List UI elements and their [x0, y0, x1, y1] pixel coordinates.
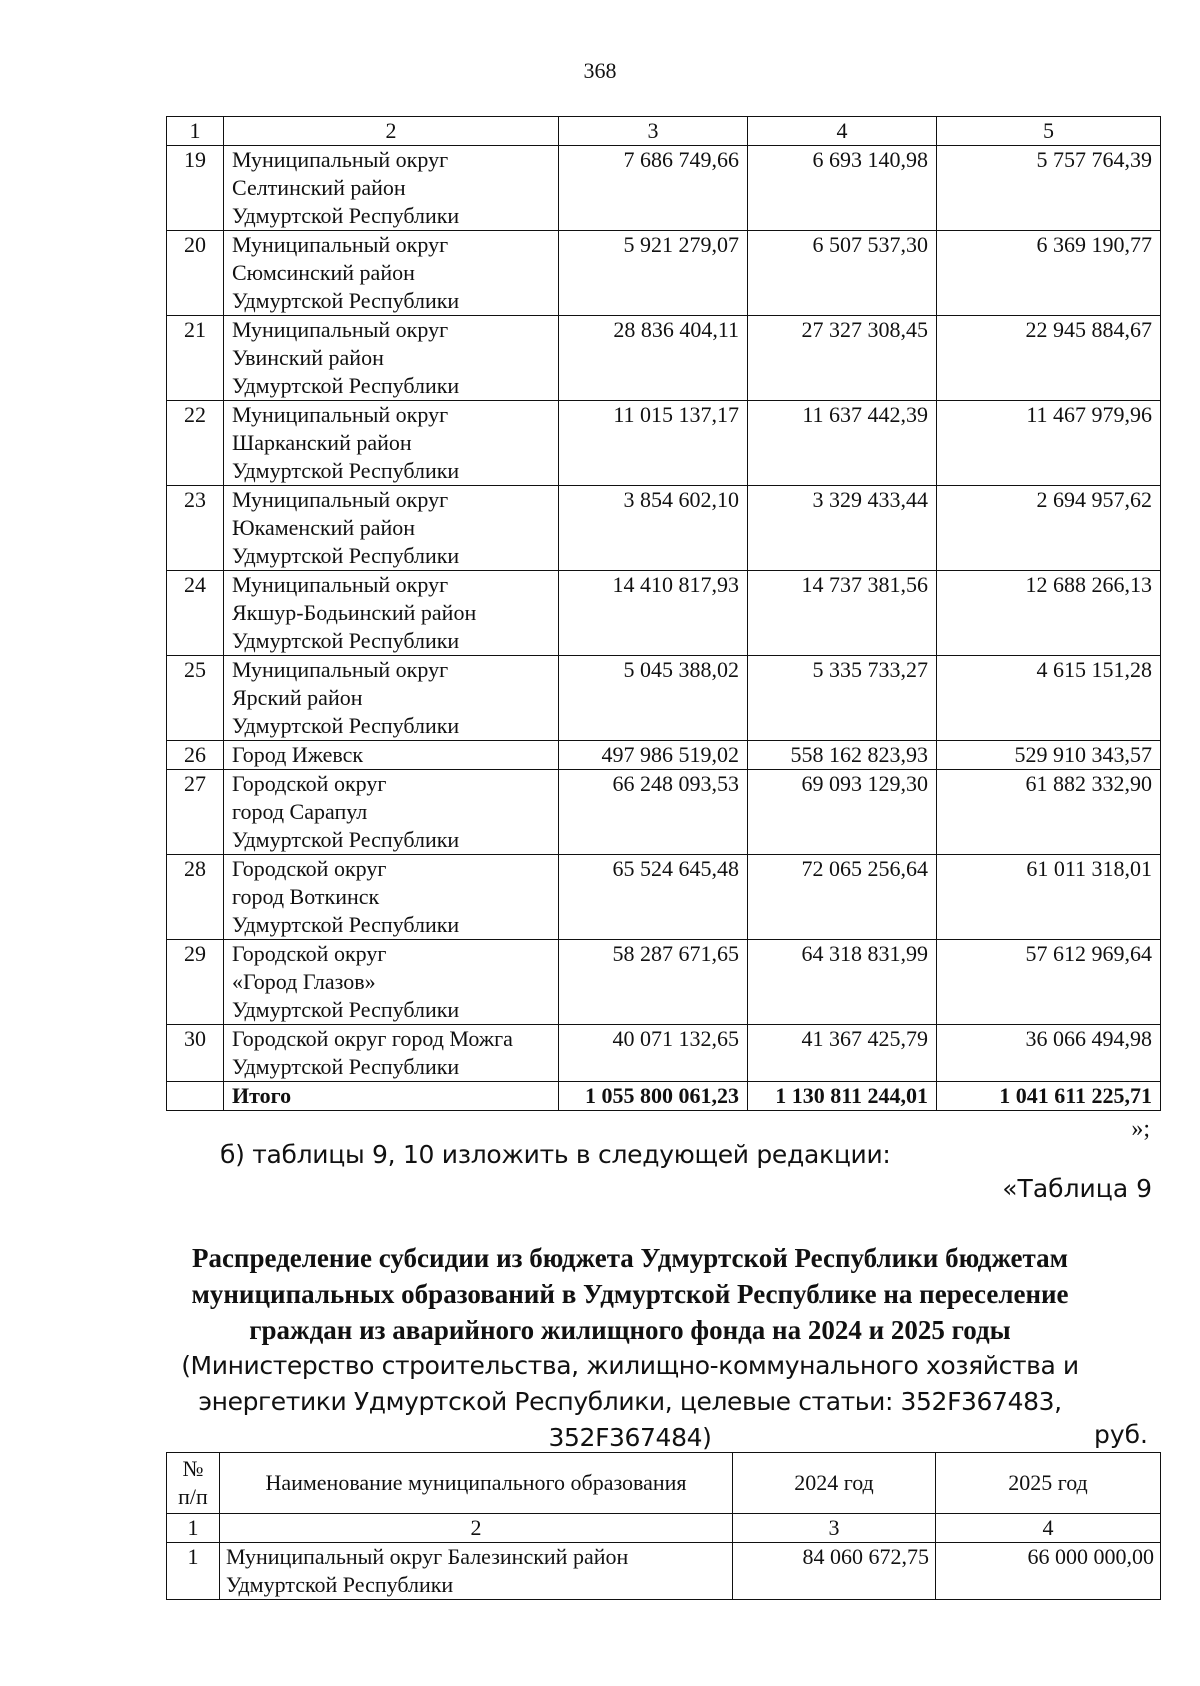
- table-row: [167, 656, 1161, 741]
- municipality-name-line: Удмуртской Республики: [232, 203, 460, 228]
- amount-col3: 40 071 132,65: [559, 1025, 748, 1082]
- heading-line: Распределение субсидии из бюджета Удмуртской Республики бюджетам: [191, 1243, 1069, 1273]
- table-row: [167, 231, 1161, 316]
- table-header-row: [167, 1453, 1161, 1514]
- column-index-1: 1: [167, 117, 224, 146]
- amount-col5: 529 910 343,57: [937, 741, 1161, 770]
- municipality-name-line: Удмуртской Республики: [232, 543, 460, 568]
- amount-col4: 11 637 442,39: [748, 401, 937, 486]
- row-number: 26: [167, 741, 224, 770]
- amount-col3: 28 836 404,11: [559, 316, 748, 401]
- amount-col5: 36 066 494,98: [937, 1025, 1161, 1082]
- table-label: «Таблица 9: [1002, 1174, 1152, 1203]
- budget-table-continued: [166, 116, 1161, 1111]
- total-col5: 1 041 611 225,71: [937, 1082, 1161, 1111]
- municipality-name-line: Муниципальный округ: [232, 402, 449, 427]
- municipality-name-line: Удмуртской Республики: [232, 628, 460, 653]
- municipality-name-line: Удмуртской Республики: [232, 827, 460, 852]
- row-number: 24: [167, 571, 224, 656]
- amount-col4: 5 335 733,27: [748, 656, 937, 741]
- header-number: № п/п: [167, 1453, 220, 1514]
- municipality-name: [224, 146, 559, 231]
- table-row: [167, 855, 1161, 940]
- municipality-name-line: Муниципальный округ: [232, 147, 449, 172]
- table-column-index-row: [167, 1514, 1161, 1543]
- table-row: [167, 146, 1161, 231]
- municipality-name-line: «Город Глазов»: [232, 969, 376, 994]
- municipality-name-line: Ярский район: [232, 685, 363, 710]
- municipality-name-line: Удмуртской Республики: [226, 1572, 454, 1597]
- municipality-name-line: Якшур-Бодьинский район: [232, 600, 477, 625]
- municipality-name: [224, 316, 559, 401]
- currency-unit: руб.: [1093, 1420, 1148, 1449]
- amount-col5: 12 688 266,13: [937, 571, 1161, 656]
- table-subheading: [140, 1348, 1120, 1456]
- municipality-name-line: Селтинский район: [232, 175, 406, 200]
- municipality-name-line: Сюмсинский район: [232, 260, 415, 285]
- table-row: [167, 741, 1161, 770]
- municipality-name-line: Городской округ: [232, 941, 387, 966]
- amount-col3: 7 686 749,66: [559, 146, 748, 231]
- municipality-name-line: Увинский район: [232, 345, 384, 370]
- amount-col5: 2 694 957,62: [937, 486, 1161, 571]
- row-number: 1: [167, 1543, 220, 1600]
- column-index-2: 2: [220, 1514, 733, 1543]
- municipality-name-line: Удмуртской Республики: [232, 713, 460, 738]
- amount-col4: 69 093 129,30: [748, 770, 937, 855]
- column-index-5: 5: [937, 117, 1161, 146]
- row-number: 19: [167, 146, 224, 231]
- municipality-name-line: город Сарапул: [232, 799, 368, 824]
- municipality-name-line: Муниципальный округ: [232, 572, 449, 597]
- amount-col5: 4 615 151,28: [937, 656, 1161, 741]
- total-col3: 1 055 800 061,23: [559, 1082, 748, 1111]
- row-number: 21: [167, 316, 224, 401]
- amount-col5: 22 945 884,67: [937, 316, 1161, 401]
- total-col4: 1 130 811 244,01: [748, 1082, 937, 1111]
- amount-col4: 64 318 831,99: [748, 940, 937, 1025]
- row-number: 22: [167, 401, 224, 486]
- amount-col4: 3 329 433,44: [748, 486, 937, 571]
- municipality-name: [224, 770, 559, 855]
- municipality-name: [224, 940, 559, 1025]
- column-index-3: 3: [559, 117, 748, 146]
- municipality-name: [224, 571, 559, 656]
- municipality-name-line: Город Ижевск: [232, 742, 364, 767]
- municipality-name: [224, 741, 559, 770]
- municipality-name-line: Удмуртской Республики: [232, 912, 460, 937]
- amount-col5: 61 011 318,01: [937, 855, 1161, 940]
- header-year-2024: 2024 год: [733, 1453, 936, 1514]
- amount-col3: 497 986 519,02: [559, 741, 748, 770]
- row-number: 27: [167, 770, 224, 855]
- row-number: 20: [167, 231, 224, 316]
- municipality-name: [224, 486, 559, 571]
- amount-col3: 65 524 645,48: [559, 855, 748, 940]
- subsidy-distribution-table: [166, 1452, 1161, 1600]
- amount-col4: 27 327 308,45: [748, 316, 937, 401]
- municipality-name: [224, 656, 559, 741]
- table-heading: [150, 1240, 1110, 1348]
- column-index-4: 4: [748, 117, 937, 146]
- municipality-name-line: Шарканский район: [232, 430, 412, 455]
- total-row: [167, 1082, 1161, 1111]
- municipality-name-line: Городской округ: [232, 771, 387, 796]
- amount-col4: 6 507 537,30: [748, 231, 937, 316]
- municipality-name-line: Удмуртской Республики: [232, 1054, 460, 1079]
- municipality-name: [224, 855, 559, 940]
- column-index-3: 3: [733, 1514, 936, 1543]
- amount-col3: 3 854 602,10: [559, 486, 748, 571]
- municipality-name: [224, 401, 559, 486]
- amount-col3: 14 410 817,93: [559, 571, 748, 656]
- amount-col5: 11 467 979,96: [937, 401, 1161, 486]
- subheading-line: энергетики Удмуртской Республики, целевые статьи: 352F367483, 352F367484): [198, 1387, 1062, 1452]
- amount-col5: 5 757 764,39: [937, 146, 1161, 231]
- amount-col3: 58 287 671,65: [559, 940, 748, 1025]
- municipality-name-line: Юкаменский район: [232, 515, 416, 540]
- subheading-line: (Министерство строительства, жилищно-коммунального хозяйства и: [181, 1351, 1079, 1380]
- table-row: [167, 486, 1161, 571]
- amount-col4: 41 367 425,79: [748, 1025, 937, 1082]
- table-row: [167, 316, 1161, 401]
- amount-col4: 6 693 140,98: [748, 146, 937, 231]
- municipality-name-line: город Воткинск: [232, 884, 380, 909]
- municipality-name: [224, 1025, 559, 1082]
- total-label: Итого: [224, 1082, 559, 1111]
- page-number: 368: [583, 58, 617, 83]
- amount-col4: 558 162 823,93: [748, 741, 937, 770]
- amendment-instruction: б) таблицы 9, 10 изложить в следующей редакции:: [220, 1140, 891, 1169]
- municipality-name-line: Удмуртской Республики: [232, 458, 460, 483]
- municipality-name-line: Муниципальный округ: [232, 657, 449, 682]
- header-year-2025: 2025 год: [936, 1453, 1161, 1514]
- amount-col4: 14 737 381,56: [748, 571, 937, 656]
- municipality-name-line: Муниципальный округ: [232, 487, 449, 512]
- municipality-name-line: Муниципальный округ: [232, 317, 449, 342]
- table-row: [167, 1543, 1161, 1600]
- heading-line: муниципальных образований в Удмуртской Республике на переселение: [191, 1279, 1069, 1309]
- table-column-index-row: [167, 117, 1161, 146]
- amount-col5: 6 369 190,77: [937, 231, 1161, 316]
- amount-2025: 66 000 000,00: [936, 1543, 1161, 1600]
- amount-col5: 61 882 332,90: [937, 770, 1161, 855]
- column-index-2: 2: [224, 117, 559, 146]
- header-municipality: Наименование муниципального образования: [220, 1453, 733, 1514]
- municipality-name-line: Городской округ: [232, 856, 387, 881]
- municipality-name-line: Удмуртской Республики: [232, 288, 460, 313]
- row-number: 28: [167, 855, 224, 940]
- column-index-4: 4: [936, 1514, 1161, 1543]
- row-number: 29: [167, 940, 224, 1025]
- municipality-name-line: Удмуртской Республики: [232, 997, 460, 1022]
- row-number: 25: [167, 656, 224, 741]
- table-row: [167, 571, 1161, 656]
- amount-col5: 57 612 969,64: [937, 940, 1161, 1025]
- row-number: 23: [167, 486, 224, 571]
- amount-col4: 72 065 256,64: [748, 855, 937, 940]
- municipality-name-line: Удмуртской Республики: [232, 373, 460, 398]
- table-close-quote: »;: [1131, 1116, 1150, 1142]
- amount-col3: 5 921 279,07: [559, 231, 748, 316]
- row-number: 30: [167, 1025, 224, 1082]
- municipality-name-line: Муниципальный округ: [232, 232, 449, 257]
- amount-col3: 5 045 388,02: [559, 656, 748, 741]
- municipality-name-line: Муниципальный округ Балезинский район: [226, 1544, 629, 1569]
- municipality-name: [224, 231, 559, 316]
- amount-2024: 84 060 672,75: [733, 1543, 936, 1600]
- table-row: [167, 401, 1161, 486]
- table-row: [167, 770, 1161, 855]
- table-row: [167, 1025, 1161, 1082]
- municipality-name-line: Городской округ город Можга: [232, 1026, 513, 1051]
- municipality-name: [220, 1543, 733, 1600]
- column-index-1: 1: [167, 1514, 220, 1543]
- amount-col3: 11 015 137,17: [559, 401, 748, 486]
- total-empty-cell: [167, 1082, 224, 1111]
- table-row: [167, 940, 1161, 1025]
- amount-col3: 66 248 093,53: [559, 770, 748, 855]
- heading-line: граждан из аварийного жилищного фонда на 2024 и 2025 годы: [249, 1315, 1011, 1345]
